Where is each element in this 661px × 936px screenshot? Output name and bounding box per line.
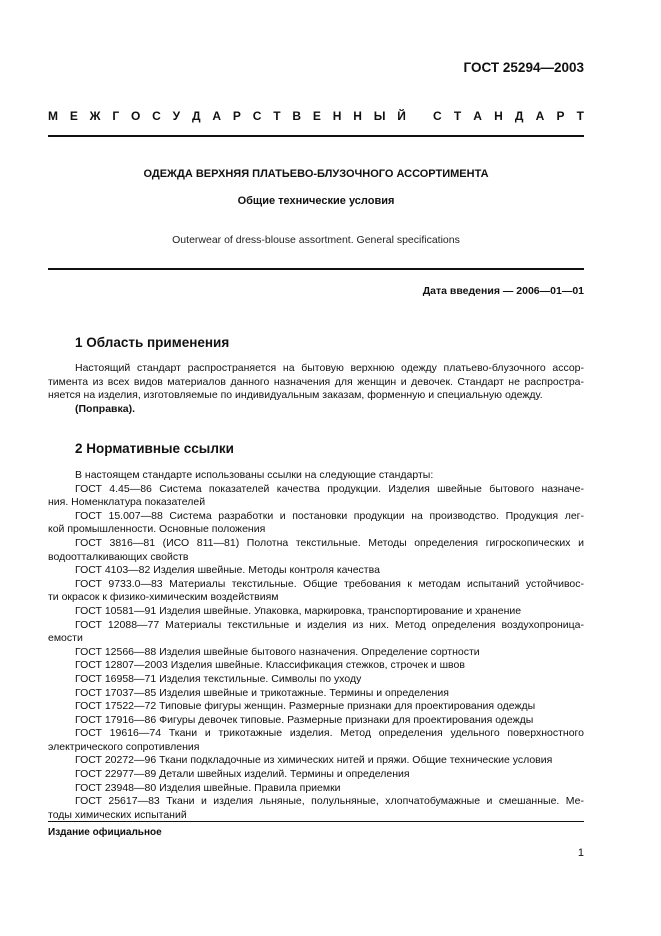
banner-letter: Ы bbox=[373, 109, 386, 123]
banner-letter: Г bbox=[112, 109, 120, 123]
banner-letter: Н bbox=[353, 109, 362, 123]
banner-letter: Н bbox=[332, 109, 342, 123]
english-title: Outerwear of dress-blouse assortment. General specifications bbox=[172, 234, 460, 246]
footer-divider bbox=[48, 821, 584, 822]
reference-line: ГОСТ 12807—2003 Изделия швейные. Классификация стежков, строчек и швов bbox=[75, 659, 465, 672]
reference-line: ГОСТ 15.007—88 Система разработки и постановки продукции на производство. Продукция лег- bbox=[75, 509, 584, 522]
reference-line: ГОСТ 22977—89 Детали швейных изделий. Термины и определения bbox=[75, 768, 410, 781]
banner-letter: Д bbox=[191, 109, 201, 123]
reference-line: ГОСТ 23948—80 Изделия швейные. Правила приемки bbox=[75, 781, 341, 794]
banner-letter: У bbox=[172, 109, 181, 123]
page-number: 1 bbox=[577, 847, 584, 859]
reference-line: ГОСТ 4.45—86 Система показателей качества продукции. Изделия швейные бытового назначе- bbox=[75, 482, 584, 495]
banner-letter: М bbox=[48, 109, 58, 123]
reference-line: ГОСТ 9733.0—83 Материалы текстильные. Общие требования к методам испытаний устойчивос- bbox=[75, 577, 584, 590]
text-line: В настоящем стандарте использованы ссылки на следующие стандарты: bbox=[75, 469, 434, 481]
amendment-note: (Поправка). bbox=[75, 402, 136, 415]
text-line: тимента из всех видов материалов данного назначения для женщин и девочек. Стандарт не распростра- bbox=[48, 375, 584, 388]
reference-line: электрического сопротивления bbox=[48, 740, 200, 753]
reference-line: ГОСТ 17916—86 Фигуры девочек типовые. Размерные признаки для проектирования одежды bbox=[75, 713, 534, 726]
banner-letter: Ж bbox=[89, 109, 101, 123]
document-subtitle: Общие технические условия bbox=[237, 195, 395, 207]
banner-letter: О bbox=[131, 109, 141, 123]
reference-line: ГОСТ 12088—77 Материалы текстильные и изделия из них. Метод определения воздухопроница- bbox=[75, 618, 584, 631]
reference-line: ГОСТ 20272—96 Ткани подкладочные из химических нитей и пряжи. Общие технические условия bbox=[75, 754, 553, 767]
reference-line: тоды химических испытаний bbox=[48, 808, 187, 821]
banner-letter: Т bbox=[576, 109, 584, 123]
banner-letter: А bbox=[473, 109, 482, 123]
reference-line: ГОСТ 19616—74 Ткани и трикотажные изделия. Метод определения удельного поверхностного bbox=[75, 727, 584, 740]
text-line: Настоящий стандарт распространяется на бытовую верхнюю одежду платьево-блузочного ассор- bbox=[75, 362, 584, 374]
banner-word-interstate bbox=[48, 109, 406, 123]
banner-letter: Н bbox=[494, 109, 503, 123]
banner-word-standard bbox=[433, 109, 584, 123]
banner-letter: Р bbox=[232, 109, 241, 123]
reference-line: ГОСТ 3816—81 (ИСО 811—81) Полотна текстильные. Методы определения гигроскопических и bbox=[75, 536, 584, 549]
banner-letter: С bbox=[252, 109, 262, 123]
reference-line: ГОСТ 12566—88 Изделия швейные бытового назначения. Определение сортности bbox=[75, 645, 480, 658]
banner-letter: А bbox=[535, 109, 545, 123]
reference-line: ГОСТ 10581—91 Изделия швейные. Упаковка, маркировка, транспортирование и хранение bbox=[75, 604, 522, 617]
reference-line: ГОСТ 4103—82 Изделия швейные. Методы контроля качества bbox=[75, 564, 380, 577]
banner-letter: Т bbox=[273, 109, 281, 123]
official-edition-label: Издание официальное bbox=[48, 827, 162, 838]
banner-letter: В bbox=[292, 109, 302, 123]
section-1-body bbox=[48, 362, 584, 416]
document-title: ОДЕЖДА ВЕРХНЯЯ ПЛАТЬЕВО-БЛУЗОЧНОГО АССОРТИМЕНТА bbox=[143, 168, 489, 180]
banner-letter: С bbox=[152, 109, 161, 123]
reference-line: ГОСТ 17522—72 Типовые фигуры женщин. Размерные признаки для проектирования одежды bbox=[75, 700, 536, 713]
banner-letter: Й bbox=[397, 109, 406, 123]
introduction-date: Дата введения — 2006—01—01 bbox=[422, 285, 584, 297]
banner-letter: С bbox=[433, 109, 442, 123]
top-divider bbox=[48, 135, 584, 137]
reference-line: ГОСТ 25617—83 Ткани и изделия льняные, полульняные, хлопчатобумажные и смешанные. Ме- bbox=[75, 795, 584, 808]
standard-code: ГОСТ 25294—2003 bbox=[463, 60, 584, 75]
reference-line: водоотталкивающих свойств bbox=[48, 550, 189, 563]
reference-line: ГОСТ 17037—85 Изделия швейные и трикотажные. Термины и определения bbox=[75, 686, 449, 699]
text-line: няется на изделия, изготовляемые по индивидуальным заказам, форменную и специальную одежду. bbox=[48, 389, 543, 402]
reference-line: ния. Номенклатура показателей bbox=[48, 496, 206, 509]
banner-letter: Е bbox=[312, 109, 321, 123]
interstate-standard-banner bbox=[48, 109, 584, 123]
banner-letter: Т bbox=[453, 109, 462, 123]
banner-letter: А bbox=[212, 109, 222, 123]
reference-line: кой промышленности. Основные положения bbox=[48, 523, 266, 536]
section-2-body bbox=[48, 469, 584, 822]
banner-letter: Е bbox=[69, 109, 78, 123]
reference-line: емости bbox=[48, 632, 83, 645]
reference-line: ГОСТ 16958—71 Изделия текстильные. Символы по уходу bbox=[75, 672, 362, 685]
title-divider bbox=[48, 268, 584, 270]
banner-letter: Р bbox=[556, 109, 565, 123]
reference-line: ти окрасок к физико-химическим воздействиям bbox=[48, 591, 279, 604]
section-1-heading: 1 Область применения bbox=[75, 335, 230, 350]
section-2-heading: 2 Нормативные ссылки bbox=[75, 441, 234, 456]
banner-letter: Д bbox=[514, 109, 524, 123]
